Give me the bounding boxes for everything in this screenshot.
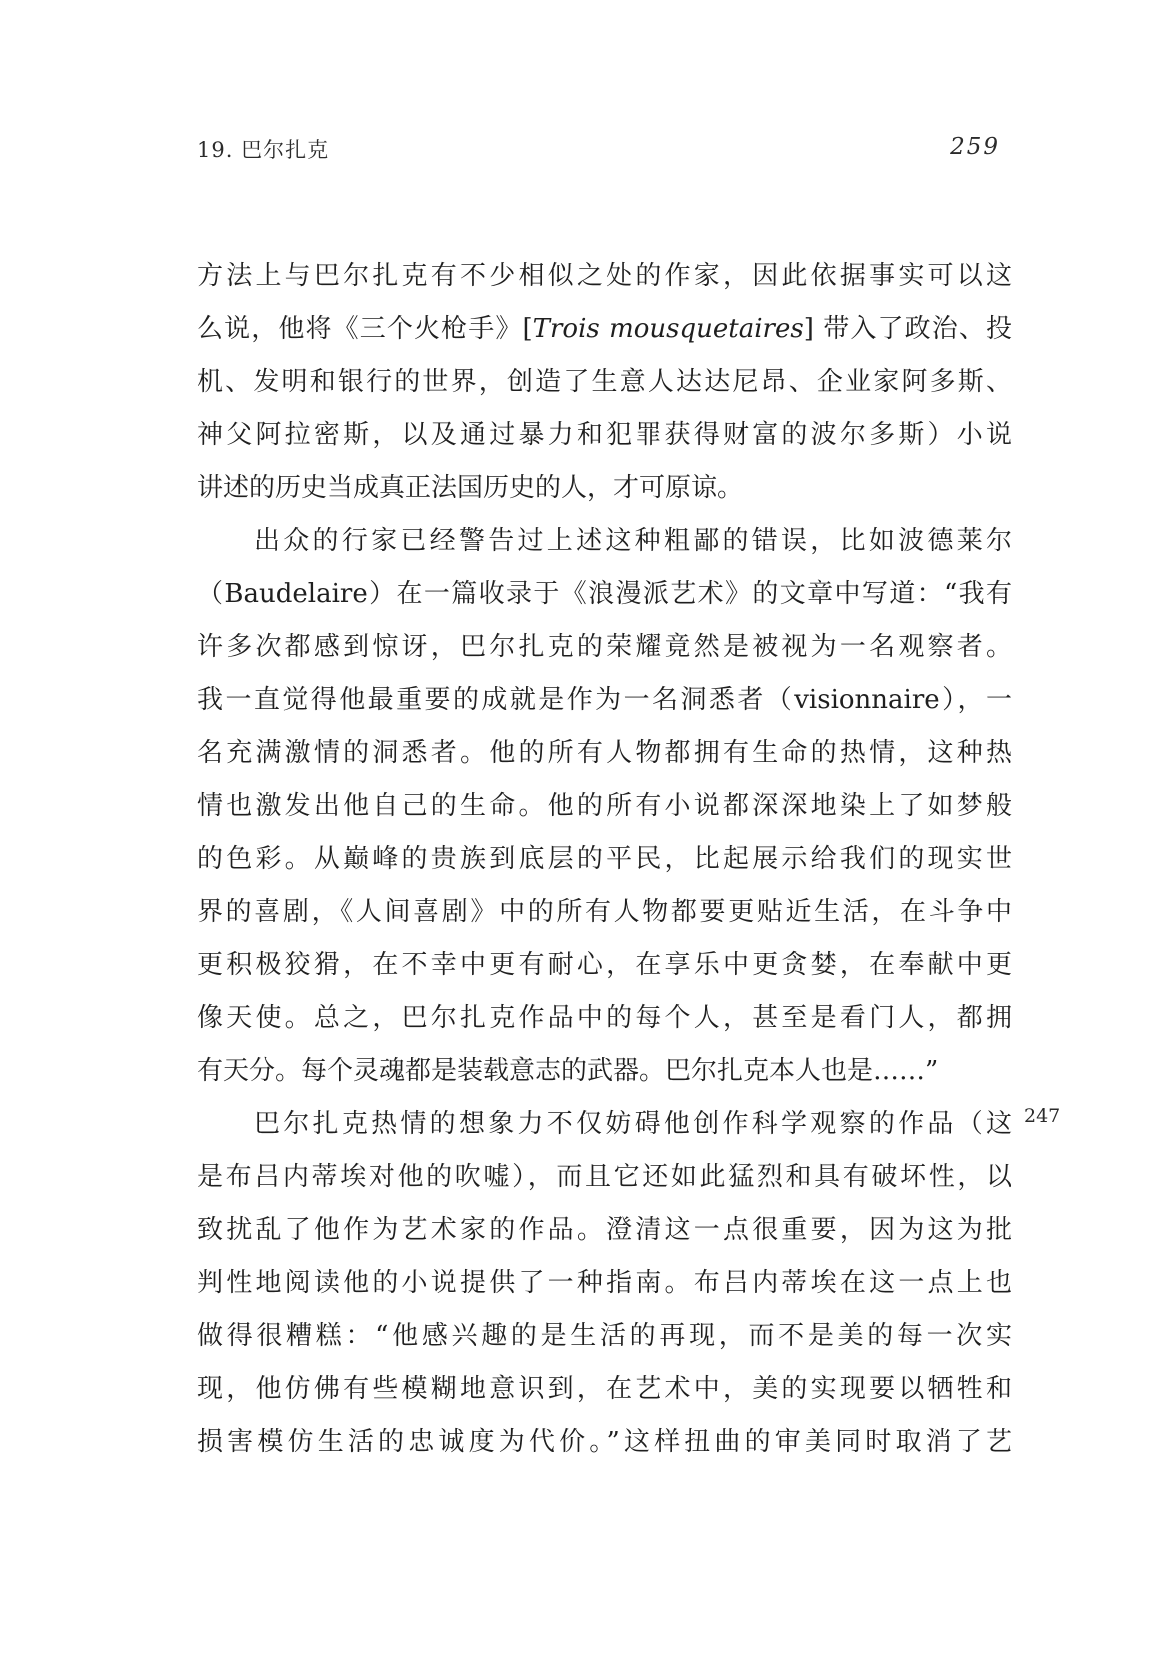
text-line: 许多次都感到惊讶，巴尔扎克的荣耀竟然是被视为一名观察者。 bbox=[197, 632, 1012, 662]
body-text bbox=[197, 250, 1012, 1469]
text-line: 的色彩。从巅峰的贵族到底层的平民，比起展示给我们的现实世 bbox=[197, 844, 1012, 874]
text-line-with-italic-title bbox=[197, 303, 1012, 356]
text-line: 现，他仿佛有些模糊地意识到，在艺术中，美的实现要以牺牲和 bbox=[197, 1374, 1012, 1404]
paragraph-end-line: 讲述的历史当成真正法国历史的人，才可原谅。 bbox=[197, 473, 744, 503]
text-line: 做得很糟糕：“他感兴趣的是生活的再现，而不是美的每一次实 bbox=[197, 1321, 1012, 1351]
text-segment: ] 带入了政治、投 bbox=[803, 314, 1012, 344]
running-head-chapter: 19. 巴尔扎克 bbox=[197, 138, 330, 162]
original-edition-page-marker: 247 bbox=[1024, 1105, 1061, 1127]
text-line: 我一直觉得他最重要的成就是作为一名洞悉者（visionnaire），一 bbox=[197, 685, 1012, 715]
text-line: （Baudelaire）在一篇收录于《浪漫派艺术》的文章中写道：“我有 bbox=[197, 579, 1012, 609]
text-line: 界的喜剧，《人间喜剧》中的所有人物都要更贴近生活，在斗争中 bbox=[197, 897, 1012, 927]
text-line: 判性地阅读他的小说提供了一种指南。布吕内蒂埃在这一点上也 bbox=[197, 1268, 1012, 1298]
text-line: 名充满激情的洞悉者。他的所有人物都拥有生命的热情，这种热 bbox=[197, 738, 1012, 768]
text-line: 方法上与巴尔扎克有不少相似之处的作家，因此依据事实可以这 bbox=[197, 261, 1012, 291]
text-line: 损害模仿生活的忠诚度为代价。”这样扭曲的审美同时取消了艺 bbox=[197, 1427, 1012, 1457]
paragraph-start-line: 出众的行家已经警告过上述这种粗鄙的错误，比如波德莱尔 bbox=[254, 526, 1012, 556]
italic-book-title: Trois mousquetaires bbox=[532, 314, 804, 344]
page-number: 259 bbox=[950, 134, 1000, 160]
text-line: 机、发明和银行的世界，创造了生意人达达尼昂、企业家阿多斯、 bbox=[197, 367, 1012, 397]
text-line: 神父阿拉密斯，以及通过暴力和犯罪获得财富的波尔多斯）小说 bbox=[197, 420, 1012, 450]
text-line: 致扰乱了他作为艺术家的作品。澄清这一点很重要，因为这为批 bbox=[197, 1215, 1012, 1245]
text-line: 更积极狡猾，在不幸中更有耐心，在享乐中更贪婪，在奉献中更 bbox=[197, 950, 1012, 980]
paragraph-start-line: 巴尔扎克热情的想象力不仅妨碍他创作科学观察的作品（这 bbox=[254, 1109, 1012, 1139]
paragraph-end-line: 有天分。每个灵魂都是装载意志的武器。巴尔扎克本人也是……” bbox=[197, 1056, 939, 1086]
text-line: 像天使。总之，巴尔扎克作品中的每个人，甚至是看门人，都拥 bbox=[197, 1003, 1012, 1033]
text-line: 情也激发出他自己的生命。他的所有小说都深深地染上了如梦般 bbox=[197, 791, 1012, 821]
text-line: 是布吕内蒂埃对他的吹嘘），而且它还如此猛烈和具有破坏性，以 bbox=[197, 1162, 1012, 1192]
text-segment: 么说，他将《三个火枪手》[ bbox=[197, 314, 533, 344]
